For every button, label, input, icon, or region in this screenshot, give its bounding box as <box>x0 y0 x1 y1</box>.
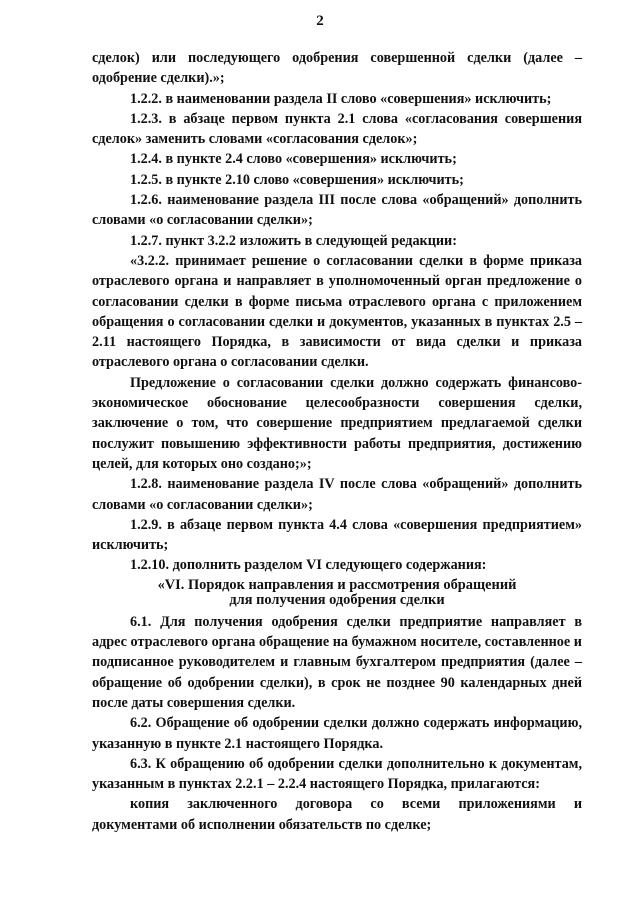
paragraph: 1.2.6. наименование раздела III после слова «обращений» дополнить словами «о согласовании сделки»; <box>92 192 582 229</box>
paragraph: сделок) или последующего одобрения совершенной сделки (далее – одобрение сделки).»; <box>92 50 582 87</box>
paragraph: 1.2.5. в пункте 2.10 слово «совершения» исключить; <box>130 171 464 188</box>
section-heading-line-1: «VI. Порядок направления и рассмотрения обращений <box>157 576 517 593</box>
page-number: 2 <box>316 13 324 29</box>
section-paragraph: 6.3. К обращению об одобрении сделки дополнительно к документам, указанным в пунктах 2.2.1 – 2.2.4 настоящего Порядка, прилагаются: <box>92 755 582 793</box>
paragraph: Предложение о согласовании сделки должно содержать финансово-экономическое обоснование целесообразности совершения сделки, заключение о том, что совершение предприятием предлагаемой сделки послужит повышению эффективности работы предприятия, достижению целей, для которых оно создано;»; <box>92 374 582 472</box>
paragraph: 1.2.2. в наименовании раздела II слово «совершения» исключить; <box>130 90 552 107</box>
section-paragraph: 6.2. Обращение об одобрении сделки должно содержать информацию, указанную в пункте 2.1 настоящего Порядка. <box>92 715 582 752</box>
paragraph: 1.2.3. в абзаце первом пункта 2.1 слова «согласования совершения сделок» заменить словами «согласования сделок»; <box>92 110 582 148</box>
paragraph: 1.2.7. пункт 3.2.2 изложить в следующей редакции: <box>130 232 457 249</box>
paragraph: 1.2.8. наименование раздела IV после слова «обращений» дополнить словами «о согласовании сделки»; <box>92 476 582 513</box>
paragraph: 1.2.9. в абзаце первом пункта 4.4 слова «совершения предприятием» исключить; <box>92 516 582 554</box>
document-body <box>92 48 582 835</box>
paragraph: 1.2.4. в пункте 2.4 слово «совершения» исключить; <box>130 151 457 168</box>
section-paragraph: 6.1. Для получения одобрения сделки предприятие направляет в адрес отраслевого органа обращение на бумажном носителе, составленное и подписанное руководителем и главным бухгалтером предприятия (далее – обращение об одобрении сделки), в срок не позднее 90 календарных дней после даты совершения сделки. <box>92 613 582 711</box>
paragraph: 1.2.10. дополнить разделом VI следующего содержания: <box>130 557 487 574</box>
section-heading-line-2: для получения одобрения сделки <box>229 591 445 608</box>
paragraph: «3.2.2. принимает решение о согласовании сделки в форме приказа отраслевого органа и направляет в уполномоченный орган предложение о согласовании сделки в форме письма отраслевого органа с приложением обращения о согласовании сделки и документов, указанных в пунктах 2.5 – 2.11 настоящего Порядка, в зависимости от вида сделки и приказа отраслевого органа о согласовании сделки. <box>92 252 582 371</box>
section-paragraph: копия заключенного договора со всеми приложениями и документами об исполнении обязательств по сделке; <box>92 796 582 833</box>
